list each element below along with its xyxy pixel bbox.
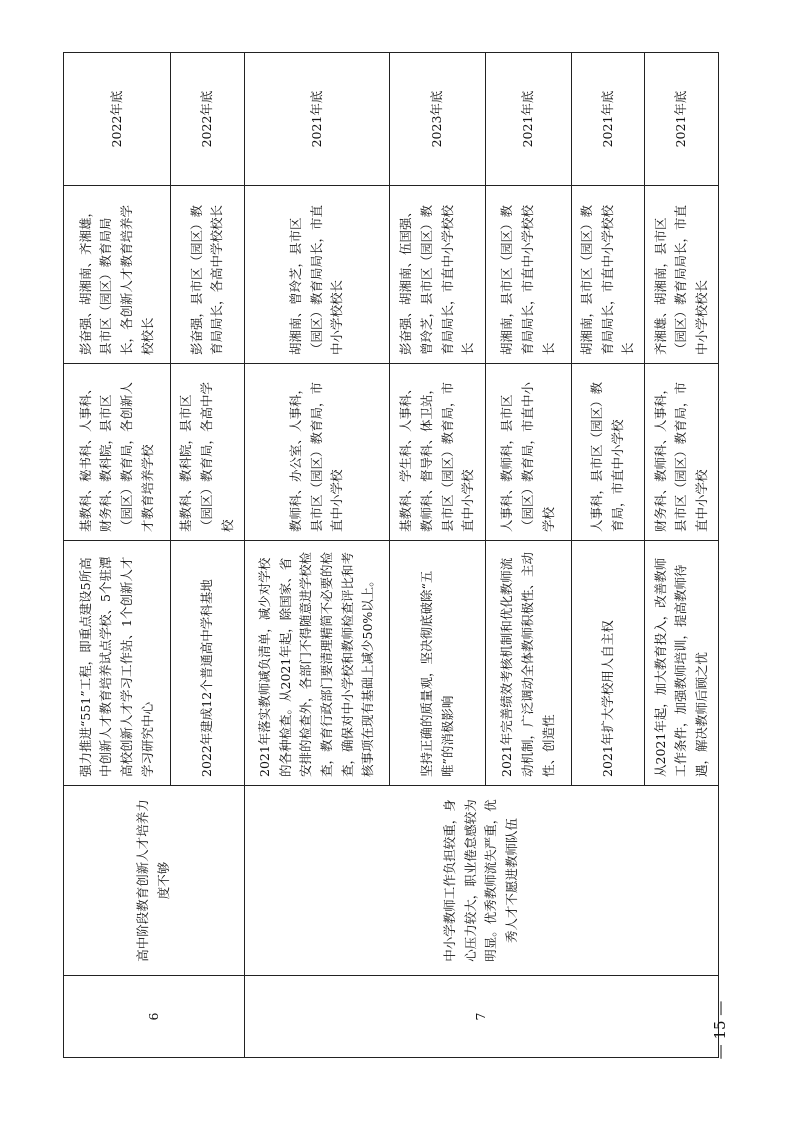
deadline-cell: 2021年底 [645, 53, 719, 186]
leader-cell: 胡湘南，县市区（园区）教育局局长，市直中小学校校长 [571, 186, 645, 364]
row-number: 7 [244, 976, 718, 1058]
deadline-cell: 2022年底 [64, 53, 171, 186]
deadline-cell: 2023年底 [390, 53, 486, 186]
deadline-cell: 2021年底 [571, 53, 645, 186]
row-number: 6 [64, 976, 245, 1058]
measure-cell: 2021年扩大学校用人自主权 [571, 541, 645, 786]
measure-cell: 2022年建成12个普通高中学科基地 [171, 541, 245, 786]
department-cell: 财务科、教师科、人事科，县市区（园区）教育局，市直中小学校 [645, 364, 719, 541]
page-number: — 15 — [711, 1000, 729, 1060]
department-cell: 人事科、教师科，县市区（园区）教育局，市直中小学校 [485, 364, 571, 541]
task-table [63, 52, 719, 1058]
department-cell: 教师科、办公室、人事科，县市区（园区）教育局，市直中小学校 [244, 364, 390, 541]
problem-cell: 中小学教师工作负担较重，身心压力较大，职业倦怠感较为明显。优秀教师流失严重，优秀人才不愿进教师队伍 [244, 786, 718, 976]
department-cell: 基教科、教科院，县市区（园区）教育局，各高中学校 [171, 364, 245, 541]
deadline-cell: 2022年底 [171, 53, 245, 186]
measure-cell: 从2021年起，加大教育投入，改善教师工作条件，加强教师培训，提高教师待遇，解决教师后顾之忧 [645, 541, 719, 786]
measure-cell: 坚持正确的质量观，坚决彻底破除“五唯”的消极影响 [390, 541, 486, 786]
leader-cell: 彭奋强、胡湘南、伍国强、曾玲芝，县市区（园区）教育局局长，市直中小学校校长 [390, 186, 486, 364]
table-row [244, 53, 390, 1058]
measure-cell: 2021年完善绩效考核机制和优化教师流动机制，广泛调动全体教师积极性、主动性、创造性 [485, 541, 571, 786]
measure-cell: 强力推进“551”工程，即重点建设5所高中创新人才教育培养试点学校、5个驻潭高校创新人才学习工作站、1个创新人才学习研究中心 [64, 541, 171, 786]
deadline-cell: 2021年底 [485, 53, 571, 186]
deadline-cell: 2021年底 [244, 53, 390, 186]
problem-cell: 高中阶段教育创新人才培养力度不够 [64, 786, 245, 976]
leader-cell: 胡湘南、曾玲芝，县市区（园区）教育局局长，市直中小学校校长 [244, 186, 390, 364]
rotated-table-wrapper [63, 53, 719, 1058]
leader-cell: 齐湘雄、胡湘南，县市区（园区）教育局局长，市直中小学校校长 [645, 186, 719, 364]
department-cell: 人事科，县市区（园区）教育局，市直中小学校 [571, 364, 645, 541]
department-cell: 基教科、秘书科、人事科、财务科、教科院，县市区（园区）教育局，各创新人才教育培养学校 [64, 364, 171, 541]
department-cell: 基教科、学生科、人事科、教师科、督导科、体卫站，县市区（园区）教育局，市直中小学校 [390, 364, 486, 541]
leader-cell: 彭奋强，县市区（园区）教育局局长，各高中学校校长 [171, 186, 245, 364]
leader-cell: 彭奋强、胡湘南、齐湘雄，县市区（园区）教育局局长，各创新人才教育培养学校校长 [64, 186, 171, 364]
table-row [64, 53, 171, 1058]
measure-cell: 2021年落实教师减负清单，减少对学校的各种检查。从2021年起，除国家、省安排的检查外，各部门不得随意进学校检查，教育行政部门要清理精简不必要的检查，确保对中小学校和教师检查评比和考核事项在现有基础上减少50%以上。 [244, 541, 390, 786]
leader-cell: 胡湘南，县市区（园区）教育局局长，市直中小学校校长 [485, 186, 571, 364]
